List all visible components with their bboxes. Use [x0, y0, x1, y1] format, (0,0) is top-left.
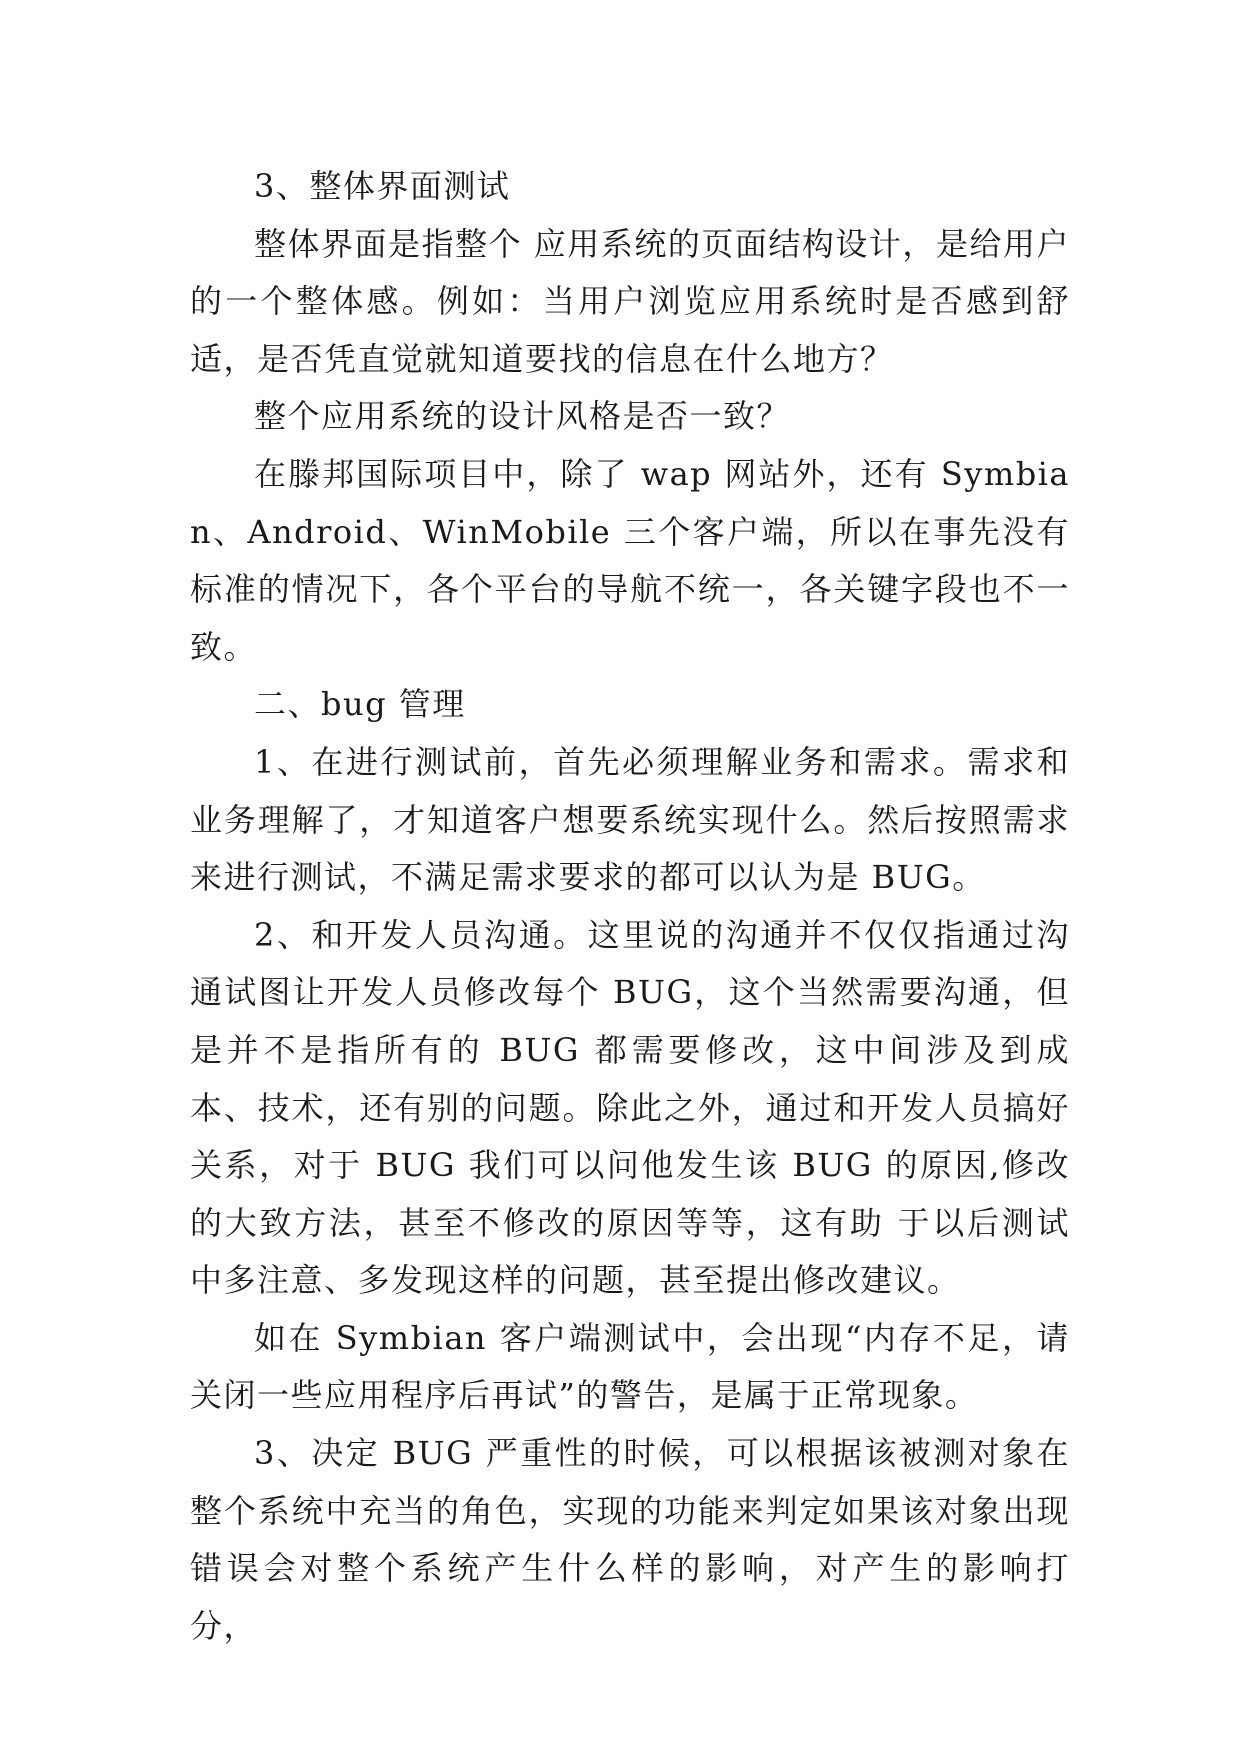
paragraph-symbian-example: 如在 Symbian 客户端测试中，会出现“内存不足，请关闭一些应用程序后再试”的警告，是属于正常现象。: [190, 1318, 1070, 1415]
paragraph-bug-severity: 3、决定 BUG 严重性的时候，可以根据该被测对象在整个系统中充当的角色，实现的功能来判定如果该对象出现错误会对整个系统产生什么样的影响，对产生的影响打 分，: [190, 1434, 1070, 1645]
section-heading-ui-test: 3、整体界面测试: [254, 167, 511, 205]
paragraph-communicate-developers: 2、和开发人员沟通。这里说的沟通并不仅仅指通过沟通试图让开发人员修改每个 BUG，这个当然需要沟通，但是并不是指所有的 BUG 都需要修改，这中间涉及到成 本、技术，还有别的问题。除此之外，通过和开发人员搞好关系，对于 BUG 我们可以问他发生该 BUG 的原因,修改的大致方法，甚至不修改的原因等等，这有助 于以后测试中多注意、多发现这样的问题，甚至提出修改建议。: [190, 915, 1070, 1300]
paragraph-project-example: 在滕邦国际项目中，除了 wap 网站外，还有 Symbian、Android、WinMobile 三个客户端，所以在事先没有标准的情况下，各个平台的导航不统一，各关键字段也不一致。: [190, 454, 1070, 666]
paragraph-understand-requirements: 1、在进行测试前，首先必须理解业务和需求。需求和业务理解了，才知道客户想要系统实现什么。然后按照需求来进行测试，不满足需求要求的都可以认为是 BUG。: [190, 742, 1070, 897]
document-body: [190, 158, 1070, 1655]
section-heading-bug-management: 二、bug 管理: [254, 685, 466, 724]
paragraph-ui-definition: 整体界面是指整个 应用系统的页面结构设计，是给用户的一个整体感。例如：当用户浏览应用系统时是否感到舒适，是否凭直觉就知道要找的信息在什么地方？: [190, 224, 1070, 378]
paragraph-style-consistency: 整个应用系统的设计风格是否一致？: [254, 397, 791, 436]
